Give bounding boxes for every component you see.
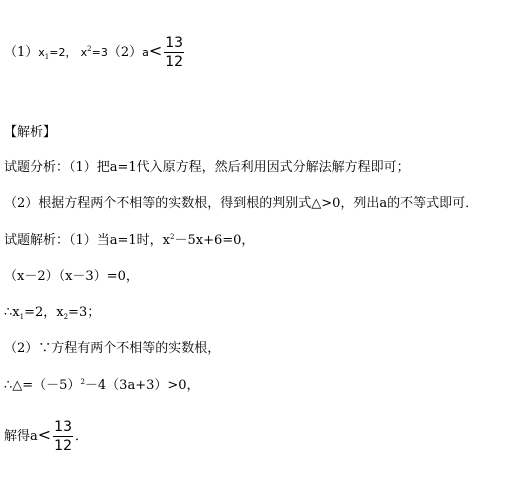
solution-line-5-a: ∴△=（－5） — [4, 378, 81, 393]
answer-line — [4, 34, 186, 71]
solution-line-5 — [4, 378, 200, 395]
solution-line-5-b: －4（3a+3）>0， — [84, 378, 200, 393]
fraction-denominator: 12 — [165, 54, 184, 70]
subscript-2: 2 — [63, 313, 69, 321]
superscript-2b: 2 — [80, 378, 85, 386]
final-fraction-denominator: 12 — [54, 438, 72, 454]
solution-line-6 — [4, 418, 88, 455]
analysis-line-1: 试题分析：（1）把a=1代入原方程，然后利用因式分解法解方程即可； — [4, 160, 410, 175]
answer-part2-prefix: （2） — [107, 45, 143, 60]
x1-value: =2， — [49, 46, 77, 59]
answer-fraction — [164, 34, 184, 71]
solution-line-6-a: 解得a — [4, 429, 38, 444]
less-than-sign: < — [148, 41, 163, 60]
fraction-numerator: 13 — [165, 35, 184, 51]
solution-line-1-a: 试题解析：（1）当a=1时，x — [4, 233, 171, 248]
x2-value: =3 — [91, 46, 108, 59]
subscript-1: 1 — [19, 313, 25, 321]
solution-line-3-b: =2，x — [24, 305, 64, 320]
x2-var: x — [80, 46, 88, 59]
less-than-sign-2: < — [37, 425, 52, 444]
final-fraction-numerator: 13 — [54, 419, 72, 435]
solution-line-3-c: =3； — [68, 305, 101, 320]
solution-line-3-a: ∴x — [4, 305, 20, 320]
solution-line-2: （x－2）（x－3）=0， — [4, 269, 139, 284]
x1-subscript: 1 — [44, 53, 50, 61]
solution-line-4: （2）∵方程有两个不相等的实数根， — [4, 341, 221, 356]
x1-var: x — [38, 46, 45, 59]
analysis-line-2: （2）根据方程两个不相等的实数根，得到根的判别式△>0，列出a的不等式即可． — [4, 196, 479, 211]
final-fraction — [53, 418, 73, 455]
solution-line-6-end: ． — [75, 429, 89, 444]
solution-line-1 — [4, 233, 254, 250]
superscript-2: 2 — [170, 233, 175, 241]
answer-part1-prefix: （1） — [4, 45, 39, 60]
solution-line-3 — [4, 305, 100, 322]
analysis-heading: 【解析】 — [4, 125, 57, 140]
solution-line-1-b: －5x+6=0， — [174, 233, 255, 248]
x2-subscript: 2 — [87, 45, 92, 53]
a-var: a — [142, 46, 149, 59]
